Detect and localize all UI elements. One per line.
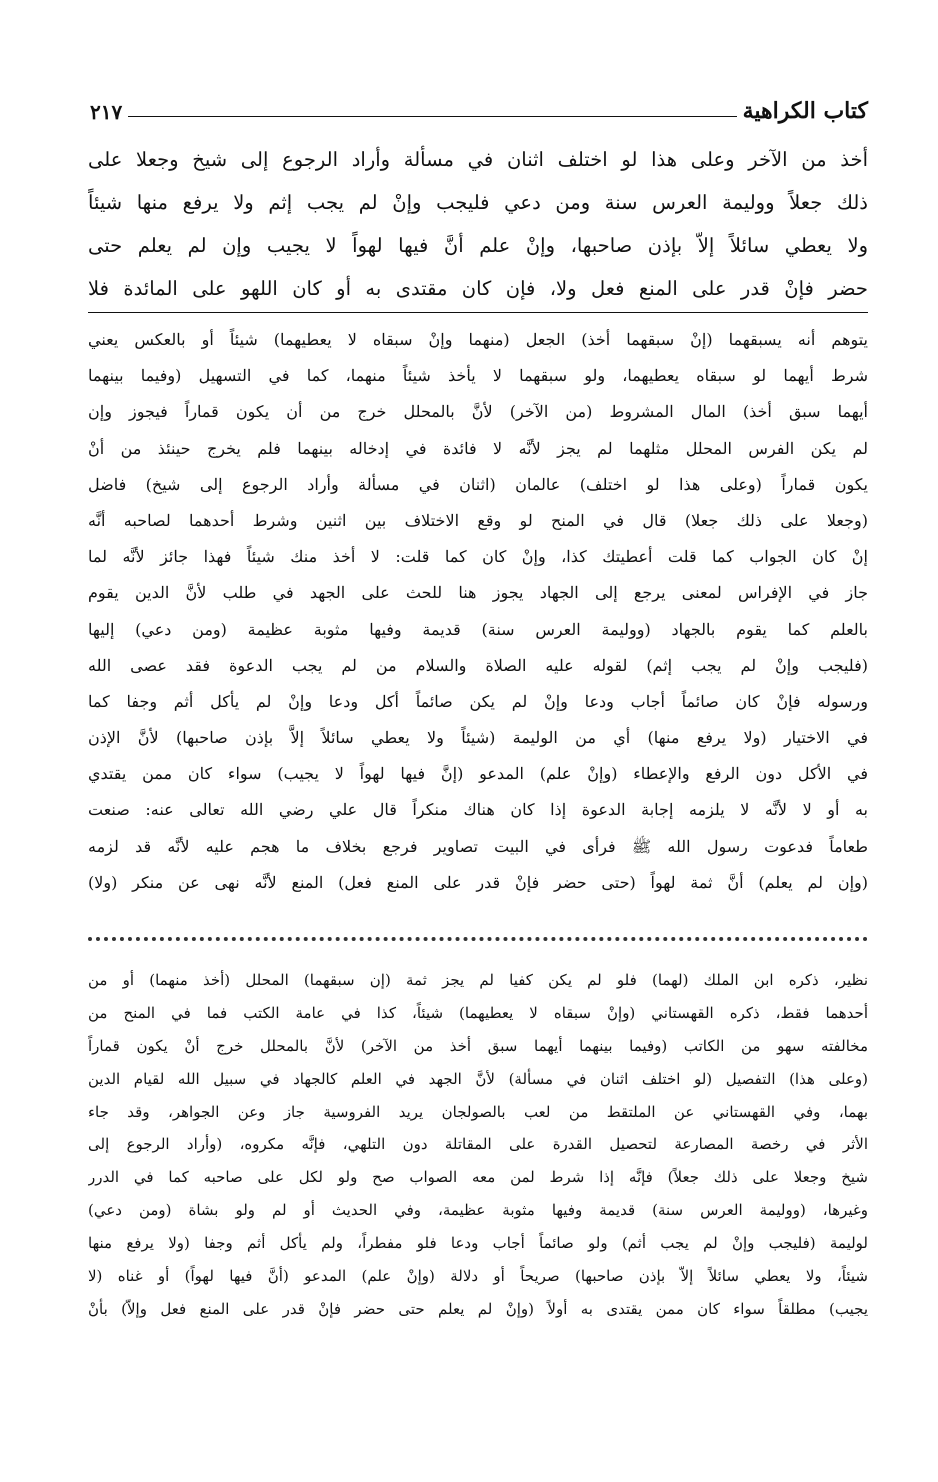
text-line: أحدهما فقط، ذكره القهستاني (وإنْ سبقاه لا يعطيهما) شيئاً، كذا في عامة الكتب فما في المنح من (88, 1003, 868, 1022)
chapter-title: كتاب الكراهية (742, 98, 868, 124)
page-header (90, 90, 868, 124)
text-line: طعاماً فدعوت رسول الله ﷺ فرأى في البيت تصاوير فرجع بخلاف ما هجم عليه لأنَّه قد لزمه (88, 836, 868, 856)
text-line: يكون قماراً (وعلى هذا لو اختلف) عالمان (اثنان في مسألة وأراد الرجوع إلى شيخ) فاضل (88, 474, 868, 494)
text-line: وغيرها، (ووليمة العرس سنة) قديمة وفيها مثوبة عظيمة، وفي الحديث أو لم ولو بشاة (ومن دعي) (88, 1201, 868, 1220)
text-line: (وجعلا على ذلك جعلا) قال في المنح لو وقع الاختلاف بين اثنين وشرط أحدهما لصاحبه أنَّه (88, 510, 868, 530)
text-line: نظير، ذكره ابن الملك (لهما) فلو لم يكن كفيا لم يجز ثمة (إن سبقهما) المحلل (أخذ منهما) أو من (88, 971, 868, 989)
text-line: أخذ من الآخر وعلى هذا لو اختلف اثنان في مسألة وأراد الرجوع إلى شيخ وجعلا على (88, 148, 868, 171)
text-line: شرط أيهما لو سبقاه يعطيهما، ولو سبقهما لا يأخذ شيئاً منهما، كما في التسهيل (وفيما بينهما (88, 366, 868, 386)
main-separator (88, 312, 868, 313)
dotted-separator (88, 937, 868, 941)
text-line: شيخ وجعلا على ذلك جعلاً) فإنَّه إذا شرط لمن معه الصواب صح ولو لكل على صاحبه كما في الدرر (88, 1168, 868, 1187)
text-line: (وعلى هذا) التفصيل (لو اختلف اثنان في مسألة) لأنَّ الجهد في العلم كالجهاد في سبيل الله لقيام الدين (88, 1069, 868, 1088)
text-line: الأثر في رخصة المصارعة لتحصيل القدرة على المقاتلة دون التلهي، فإنَّه مكروه، (وأراد الرجوع إلى (88, 1135, 868, 1154)
text-line: في الاختيار (ولا يرفع منها) أي من الوليمة (شيئاً ولا يعطي سائلاً إلاَّ بإذن صاحبها) لأنَّ الإذن (88, 728, 868, 748)
text-line: أيهما سبق أخذ) المال المشروط (من الآخر) لأنَّ بالمحلل خرج من أن يكون قماراً فيجوز وإن (88, 402, 868, 422)
text-line: لوليمة (فليجب وإنْ لم يجب أثم) ولو صائماً أجاب ودعا فلو مفطراً، ولم يأكل أثم وجفا (ولا يرفع منها (88, 1234, 868, 1253)
text-line: ولا يعطي سائلاً إلاّ بإذن صاحبها، وإنْ علم أنَّ فيها لهواً لا يجيب وإن لم يعلم حتى (88, 234, 868, 257)
text-line: لم يكن الفرس المحلل مثلهما لم يجز لأنَّه لا فائدة في إدخاله بينهما فلم يخرج حينئذ من أنْ (88, 438, 868, 458)
text-line: (فليجب وإنْ لم يجب إثم) لقوله عليه الصلاة والسلام من لم يجب الدعوة فقد عصى الله (88, 655, 868, 675)
commentary-upper (88, 322, 868, 901)
text-line: يجيب) مطلقاً سواء كان ممن يقتدى به أولاً (وإنْ لم يعلم حتى حضر فإنْ قدر على المنع فعل وإلاّ) بأنْ (88, 1299, 868, 1318)
text-line: يتوهم أنه يسبقهما (إنْ سبقهما أخذ) الجعل (منهما وإنْ سبقاه لا يعطيهما) شيئاً أو بالعكس يعني (88, 330, 868, 349)
text-line: في الأكل دون الرفع والإعطاء (وإنْ علم) المدعو (إنَّ فيها لهواً لا يجيب) سواء كان ممن يقتدي (88, 764, 868, 784)
commentary-lower (88, 964, 868, 1326)
header-rule (128, 116, 736, 117)
text-line: به أو لا لأنَّه لا يلزمه إجابة الدعوة إذا كان هناك منكراً قال علي رضي الله تعالى عنه: صنعت (88, 800, 868, 820)
text-line: حضر فإنْ قدر على المنع فعل ولا، فإن كان مقتدى به أو كان اللهو على المائدة فلا (88, 277, 868, 300)
text-line: بالعلم كما يقوم بالجهاد (ووليمة العرس سنة) قديمة وفيها مثوبة عظيمة (ومن دعي) إليها (88, 619, 868, 639)
text-line: مخالفته سهو من الكاتب (وفيما بينهما أيهما سبق أخذ من الآخر) لأنَّ بالمحلل خرج أنْ يكون قماراً (88, 1036, 868, 1055)
text-line: إنْ كان الجواب كما قلت أعطيتك كذا، وإنْ كان كما قلت: لا أخذ منك شيئاً فهذا جائز لأنَّه لما (88, 547, 868, 567)
page-number: ٢١٧ (90, 100, 123, 124)
main-text (88, 138, 868, 310)
text-line: ورسوله فإنْ كان صائماً أجاب ودعا وإنْ لم يكن صائماً أكل ودعا وإنْ لم يأكل أثم وجفا كما (88, 691, 868, 711)
text-line: جاز في الإفراس لمعنى يرجع إلى الجهاد يجوز هنا للحث على الجهد في طلب لأنَّ الدين يقوم (88, 583, 868, 603)
text-line: بهما، وفي القهستاني عن الملتقط من لعب بالصولجان يريد الفروسية جاز وعن الجواهر، وقد جاء (88, 1102, 868, 1121)
text-line: ذلك جعلاً ووليمة العرس سنة ومن دعي فليجب وإنْ لم يجب إثم ولا يرفع منها شيئاً (88, 191, 868, 214)
text-line: (وإن لم يعلم) أنَّ ثمة لهواً (حتى حضر فإنْ قدر على المنع فعل) المنع لأنَّه نهى عن منكر (ولا) (88, 872, 868, 892)
text-line: شيئاً، ولا يعطي سائلاً إلاّ بإذن صاحبها) صريحاً أو دلالة (وإنْ علم) المدعو (أنَّ فيها لهواً) أو غناه (لا (88, 1267, 868, 1286)
